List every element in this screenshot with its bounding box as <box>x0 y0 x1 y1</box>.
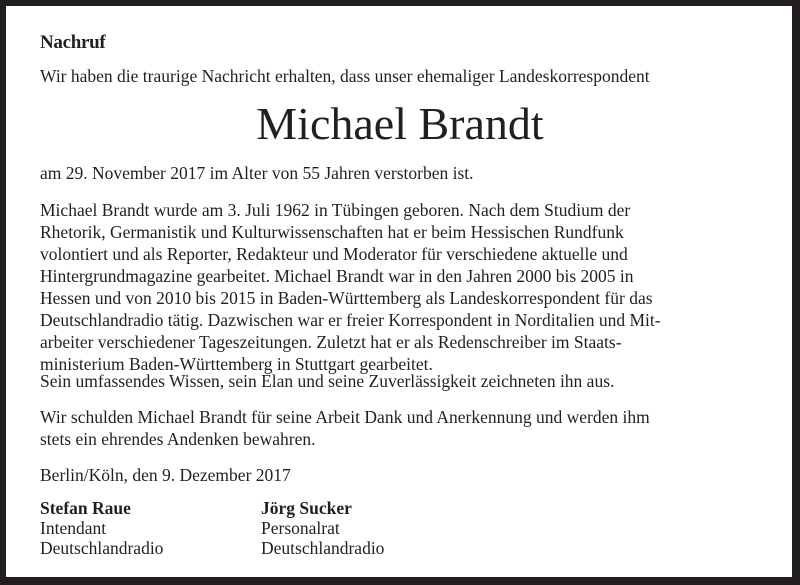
signatory-role: Personalrat <box>261 518 340 538</box>
bio-line: volontiert und als Reporter, Redakteur und Moderator für verschiedene aktuelle und <box>40 244 628 264</box>
signatory-org: Deutschlandradio <box>261 538 385 558</box>
bio-line: Michael Brandt wurde am 3. Juli 1962 in Tübingen geboren. Nach dem Studium der <box>40 200 631 220</box>
biography-paragraph <box>40 199 661 375</box>
bio-line: Hessen und von 2010 bis 2015 in Baden-Württemberg als Landeskorrespondent für das <box>40 288 653 308</box>
tribute-paragraph: Sein umfassendes Wissen, sein Elan und seine Zuverlässigkeit zeichneten ihn aus. <box>40 371 615 391</box>
bio-line: ministerium Baden-Württemberg in Stuttgart gearbeitet. <box>40 354 433 374</box>
thanks-line: Wir schulden Michael Brandt für seine Arbeit Dank und Anerkennung und werden ihm <box>40 407 650 427</box>
death-statement: am 29. November 2017 im Alter von 55 Jahren verstorben ist. <box>40 163 474 183</box>
lead-sentence: Wir haben die traurige Nachricht erhalten, dass unser ehemaliger Landeskorrespondent <box>40 66 650 86</box>
bio-line: Hintergrundmagazine gearbeitet. Michael Brandt war in den Jahren 2000 bis 2005 in <box>40 266 634 286</box>
thanks-paragraph <box>40 406 650 450</box>
bio-line: Rhetorik, Germanistik und Kulturwissenschaften hat er beim Hessischen Rundfunk <box>40 222 624 242</box>
notice-heading: Nachruf <box>40 32 106 53</box>
bio-line: Deutschlandradio tätig. Dazwischen war er freier Korrespondent in Norditalien und Mit- <box>40 310 661 330</box>
signatory-name: Jörg Sucker <box>261 498 352 518</box>
place-date: Berlin/Köln, den 9. Dezember 2017 <box>40 465 291 485</box>
bio-line: arbeiter verschiedener Tageszeitungen. Zuletzt hat er als Redenschreiber im Staats- <box>40 332 622 352</box>
signatory-org: Deutschlandradio <box>40 538 164 558</box>
deceased-name: Michael Brandt <box>256 98 544 149</box>
thanks-line: stets ein ehrendes Andenken bewahren. <box>40 429 316 449</box>
signatory-block <box>40 498 163 558</box>
signatory-name: Stefan Raue <box>40 498 131 518</box>
signatory-block <box>261 498 384 558</box>
signatory-role: Intendant <box>40 518 107 538</box>
